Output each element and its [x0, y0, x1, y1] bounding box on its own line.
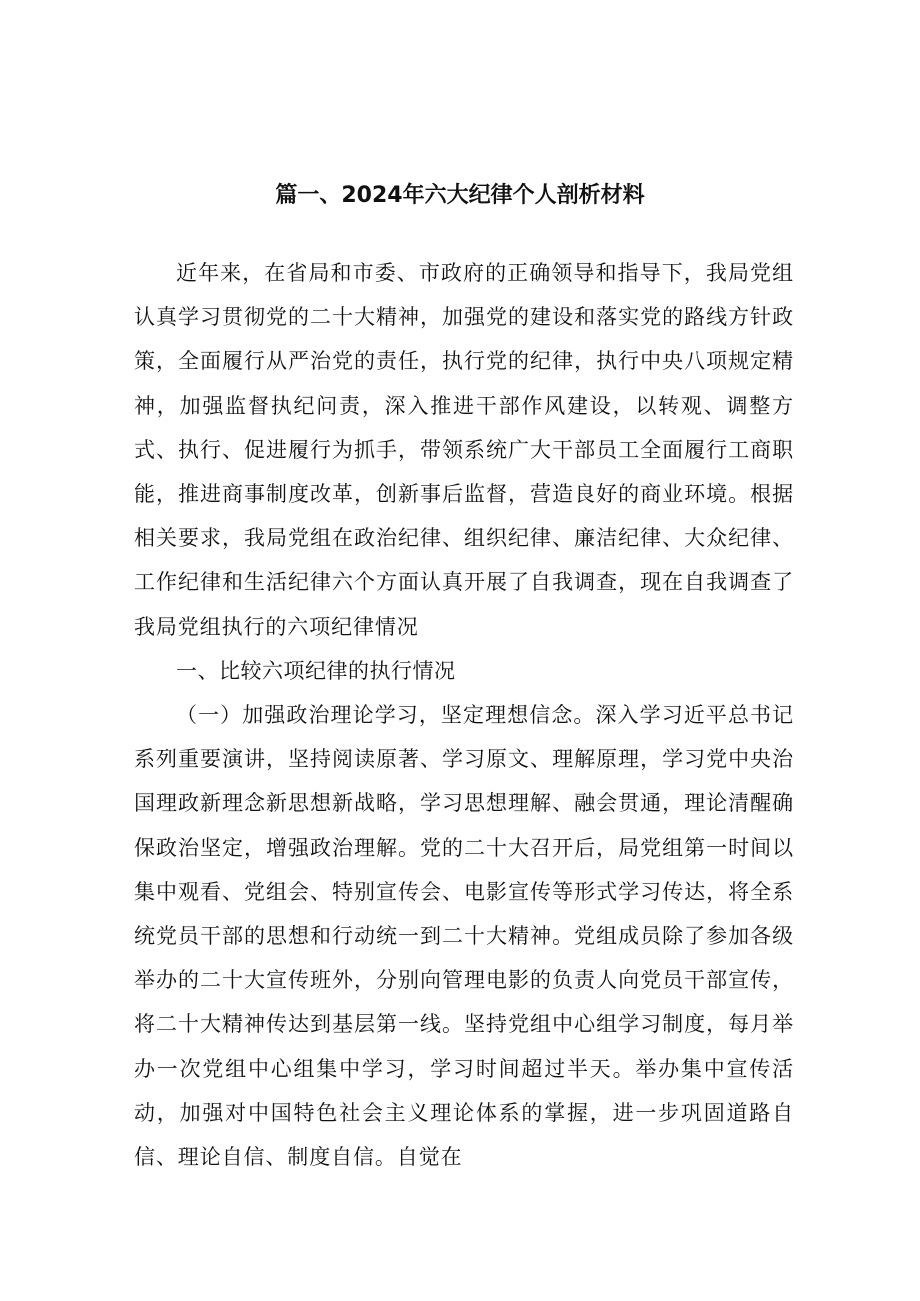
section-paragraph: （一）加强政治理论学习，坚定理想信念。深入学习近平总书记系列重要演讲，坚持阅读原著、学习原文、理解原理，学习党中央治国理政新理念新思想新战略，学习思想理解、融会贯通，理论清醒确保政治坚定，增强政治理解。党的二十大召开后，局党组第一时间以集中观看、党组会、特别宣传会、电影宣传等形式学习传达，将全系统党员干部的思想和行动统一到二十大精神。党组成员除了参加各级举办的二十大宣传班外，分别向管理电影的负责人向党员干部宣传，将二十大精神传达到基层第一线。坚持党组中心组学习制度，每月举办一次党组中心组集中学习，学习时间超过半天。举办集中宣传活动，加强对中国特色社会主义理论体系的掌握，进一步巩固道路自信、理论自信、制度自信。自觉在 — [134, 703, 794, 1170]
intro-paragraph: 近年来，在省局和市委、市政府的正确领导和指导下，我局党组认真学习贯彻党的二十大精神，加强党的建设和落实党的路线方针政策，全面履行从严治党的责任，执行党的纪律，执行中央八项规定精神，加强监督执纪问责，深入推进干部作风建设，以转观、调整方式、执行、促进履行为抓手，带领系统广大干部员工全面履行工商职能，推进商事制度改革，创新事后监督，营造良好的商业环境。根据相关要求，我局党组在政治纪律、组织纪律、廉洁纪律、大众纪律、工作纪律和生活纪律六个方面认真开展了自我调查，现在自我调查了我局党组执行的六项纪律情况 — [134, 261, 794, 639]
document-body — [134, 251, 794, 1179]
document-title: 篇一、2024年六大纪律个人剖析材料 — [275, 183, 645, 208]
section-heading: 一、比较六项纪律的执行情况 — [176, 658, 456, 683]
